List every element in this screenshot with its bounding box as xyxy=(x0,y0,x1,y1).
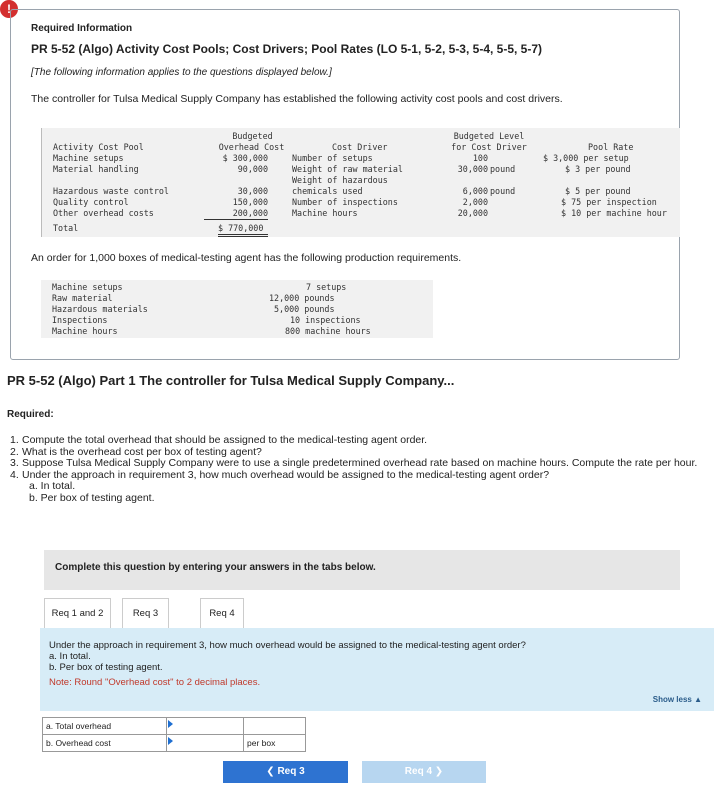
row-cost: $ 300,000 xyxy=(222,153,268,163)
question-number: 2. xyxy=(10,445,19,458)
row-rate: $ 10 per machine hour xyxy=(561,208,667,218)
order-paragraph: An order for 1,000 boxes of medical-testing agent has the following production requirements. xyxy=(31,252,462,264)
tab-req-1-and-2[interactable]: Req 1 and 2 xyxy=(44,598,111,629)
req-value: 12,000 pounds xyxy=(269,293,335,303)
total-label: Total xyxy=(53,223,79,233)
answer-row xyxy=(43,735,306,752)
req-item: Machine setups xyxy=(52,282,123,292)
header-budgeted-1: Budgeted xyxy=(232,131,273,141)
question-list xyxy=(10,435,712,504)
question-text: Under the approach in requirement 3, how much overhead would be assigned to the medical-testing agent order? xyxy=(22,468,550,481)
overhead-cost-input[interactable] xyxy=(167,735,244,752)
subquestion-a: a. In total. xyxy=(29,480,76,492)
row-level: 100 xyxy=(472,153,488,163)
answer-unit xyxy=(244,718,306,735)
header-level-1: Budgeted Level xyxy=(453,131,525,141)
panel-question-text: Under the approach in requirement 3, how much overhead would be assigned to the medical-testing agent order? xyxy=(49,640,526,651)
header-budgeted-2: Overhead Cost xyxy=(218,142,285,152)
panel-question xyxy=(49,640,526,673)
question-number: 1. xyxy=(10,434,19,446)
complete-question-bar xyxy=(44,550,680,590)
total-value: $ 770,000 xyxy=(218,223,268,237)
row-cost: 150,000 xyxy=(232,197,268,207)
row-activity: Other overhead costs xyxy=(53,208,154,218)
panel-line-b: b. Per box of testing agent. xyxy=(49,662,163,673)
row-cost: 30,000 xyxy=(237,186,268,196)
question-text: Suppose Tulsa Medical Supply Company were to use a single predetermined overhead rate based on machine hours. Compute the rate per hour. xyxy=(22,457,698,469)
header-activity: Activity Cost Pool xyxy=(53,142,144,152)
row-activity: Hazardous waste control xyxy=(53,186,169,196)
req-value: 5,000 pounds xyxy=(274,304,335,314)
info-note: [The following information applies to the questions displayed below.] xyxy=(31,67,332,78)
header-level-2: for Cost Driver xyxy=(451,142,527,152)
cost-pool-table xyxy=(41,128,680,237)
info-paragraph: The controller for Tulsa Medical Supply Company has established the following activity cost pools and cost drivers. xyxy=(31,93,563,105)
row-driver: Machine hours xyxy=(292,208,358,218)
question-text: Compute the total overhead that should be assigned to the medical-testing agent order. xyxy=(22,434,428,446)
row-activity: Machine setups xyxy=(53,153,124,163)
row-activity: Quality control xyxy=(53,197,129,207)
total-overhead-input[interactable] xyxy=(167,718,244,735)
row-activity: Material handling xyxy=(53,164,139,174)
answer-row xyxy=(43,718,306,735)
row-driver: Number of setups xyxy=(292,153,373,163)
complete-label: Complete this question by entering your answers in the tabs below. xyxy=(55,562,376,573)
req-item: Machine hours xyxy=(52,326,118,336)
req-value: 7 setups xyxy=(306,282,347,292)
question-text: What is the overhead cost per box of testing agent? xyxy=(22,445,262,458)
row-level: 2,000 xyxy=(462,197,488,207)
required-information-heading: Required Information xyxy=(31,23,133,34)
row-driver: Weight of hazardous xyxy=(292,175,388,185)
problem-title: PR 5-52 (Algo) Activity Cost Pools; Cost Drivers; Pool Rates (LO 5-1, 5-2, 5-3, 5-4, 5-5, 5-7) xyxy=(31,42,543,56)
row-cost: 200,000 xyxy=(204,208,268,220)
tab-req-3[interactable]: Req 3 xyxy=(122,598,169,629)
answer-table xyxy=(42,717,306,752)
panel-line-a: a. In total. xyxy=(49,651,91,662)
req-item: Hazardous materials xyxy=(52,304,148,314)
rounding-note: Note: Round "Overhead cost" to 2 decimal places. xyxy=(49,677,261,688)
header-rate: Pool Rate xyxy=(588,142,634,152)
row-level: 30,000 xyxy=(457,164,488,174)
row-rate: $ 3 per pound xyxy=(565,164,631,174)
question-item xyxy=(10,470,712,482)
row-level-unit: pound xyxy=(490,164,516,174)
row-level: 6,000 xyxy=(462,186,488,196)
alert-icon: ! xyxy=(0,0,18,18)
row-rate: $ 75 per inspection xyxy=(561,197,657,207)
question-number: 4. xyxy=(10,468,19,481)
req-item: Raw material xyxy=(52,293,113,303)
answer-unit: per box xyxy=(244,735,306,752)
show-less-link[interactable]: Show less ▲ xyxy=(652,695,702,704)
row-level-unit: pound xyxy=(490,186,516,196)
subquestion-b: b. Per box of testing agent. xyxy=(29,491,155,504)
row-driver: Number of inspections xyxy=(292,197,398,207)
answer-label: a. Total overhead xyxy=(43,718,167,735)
req-4-panel xyxy=(40,628,714,711)
row-level: 20,000 xyxy=(457,208,488,218)
answer-label: b. Overhead cost xyxy=(43,735,167,752)
production-requirements-table xyxy=(41,280,433,338)
header-driver: Cost Driver xyxy=(332,142,388,152)
row-rate: $ 5 per pound xyxy=(565,186,631,196)
row-driver: chemicals used xyxy=(292,186,363,196)
row-driver: Weight of raw material xyxy=(292,164,403,174)
req-value: 800 machine hours xyxy=(285,326,371,336)
tab-req-4[interactable]: Req 4 xyxy=(200,598,244,629)
req-item: Inspections xyxy=(52,315,108,325)
row-rate: $ 3,000 per setup xyxy=(543,153,629,163)
prev-req-3-button[interactable]: ❮ Req 3 xyxy=(223,761,348,783)
required-label: Required: xyxy=(7,409,54,420)
row-cost: 90,000 xyxy=(237,164,268,174)
req-value: 10 inspections xyxy=(290,315,361,325)
question-number: 3. xyxy=(10,457,19,469)
part-title: PR 5-52 (Algo) Part 1 The controller for Tulsa Medical Supply Company... xyxy=(7,373,455,388)
next-req-4-button[interactable]: Req 4 ❯ xyxy=(362,761,486,783)
